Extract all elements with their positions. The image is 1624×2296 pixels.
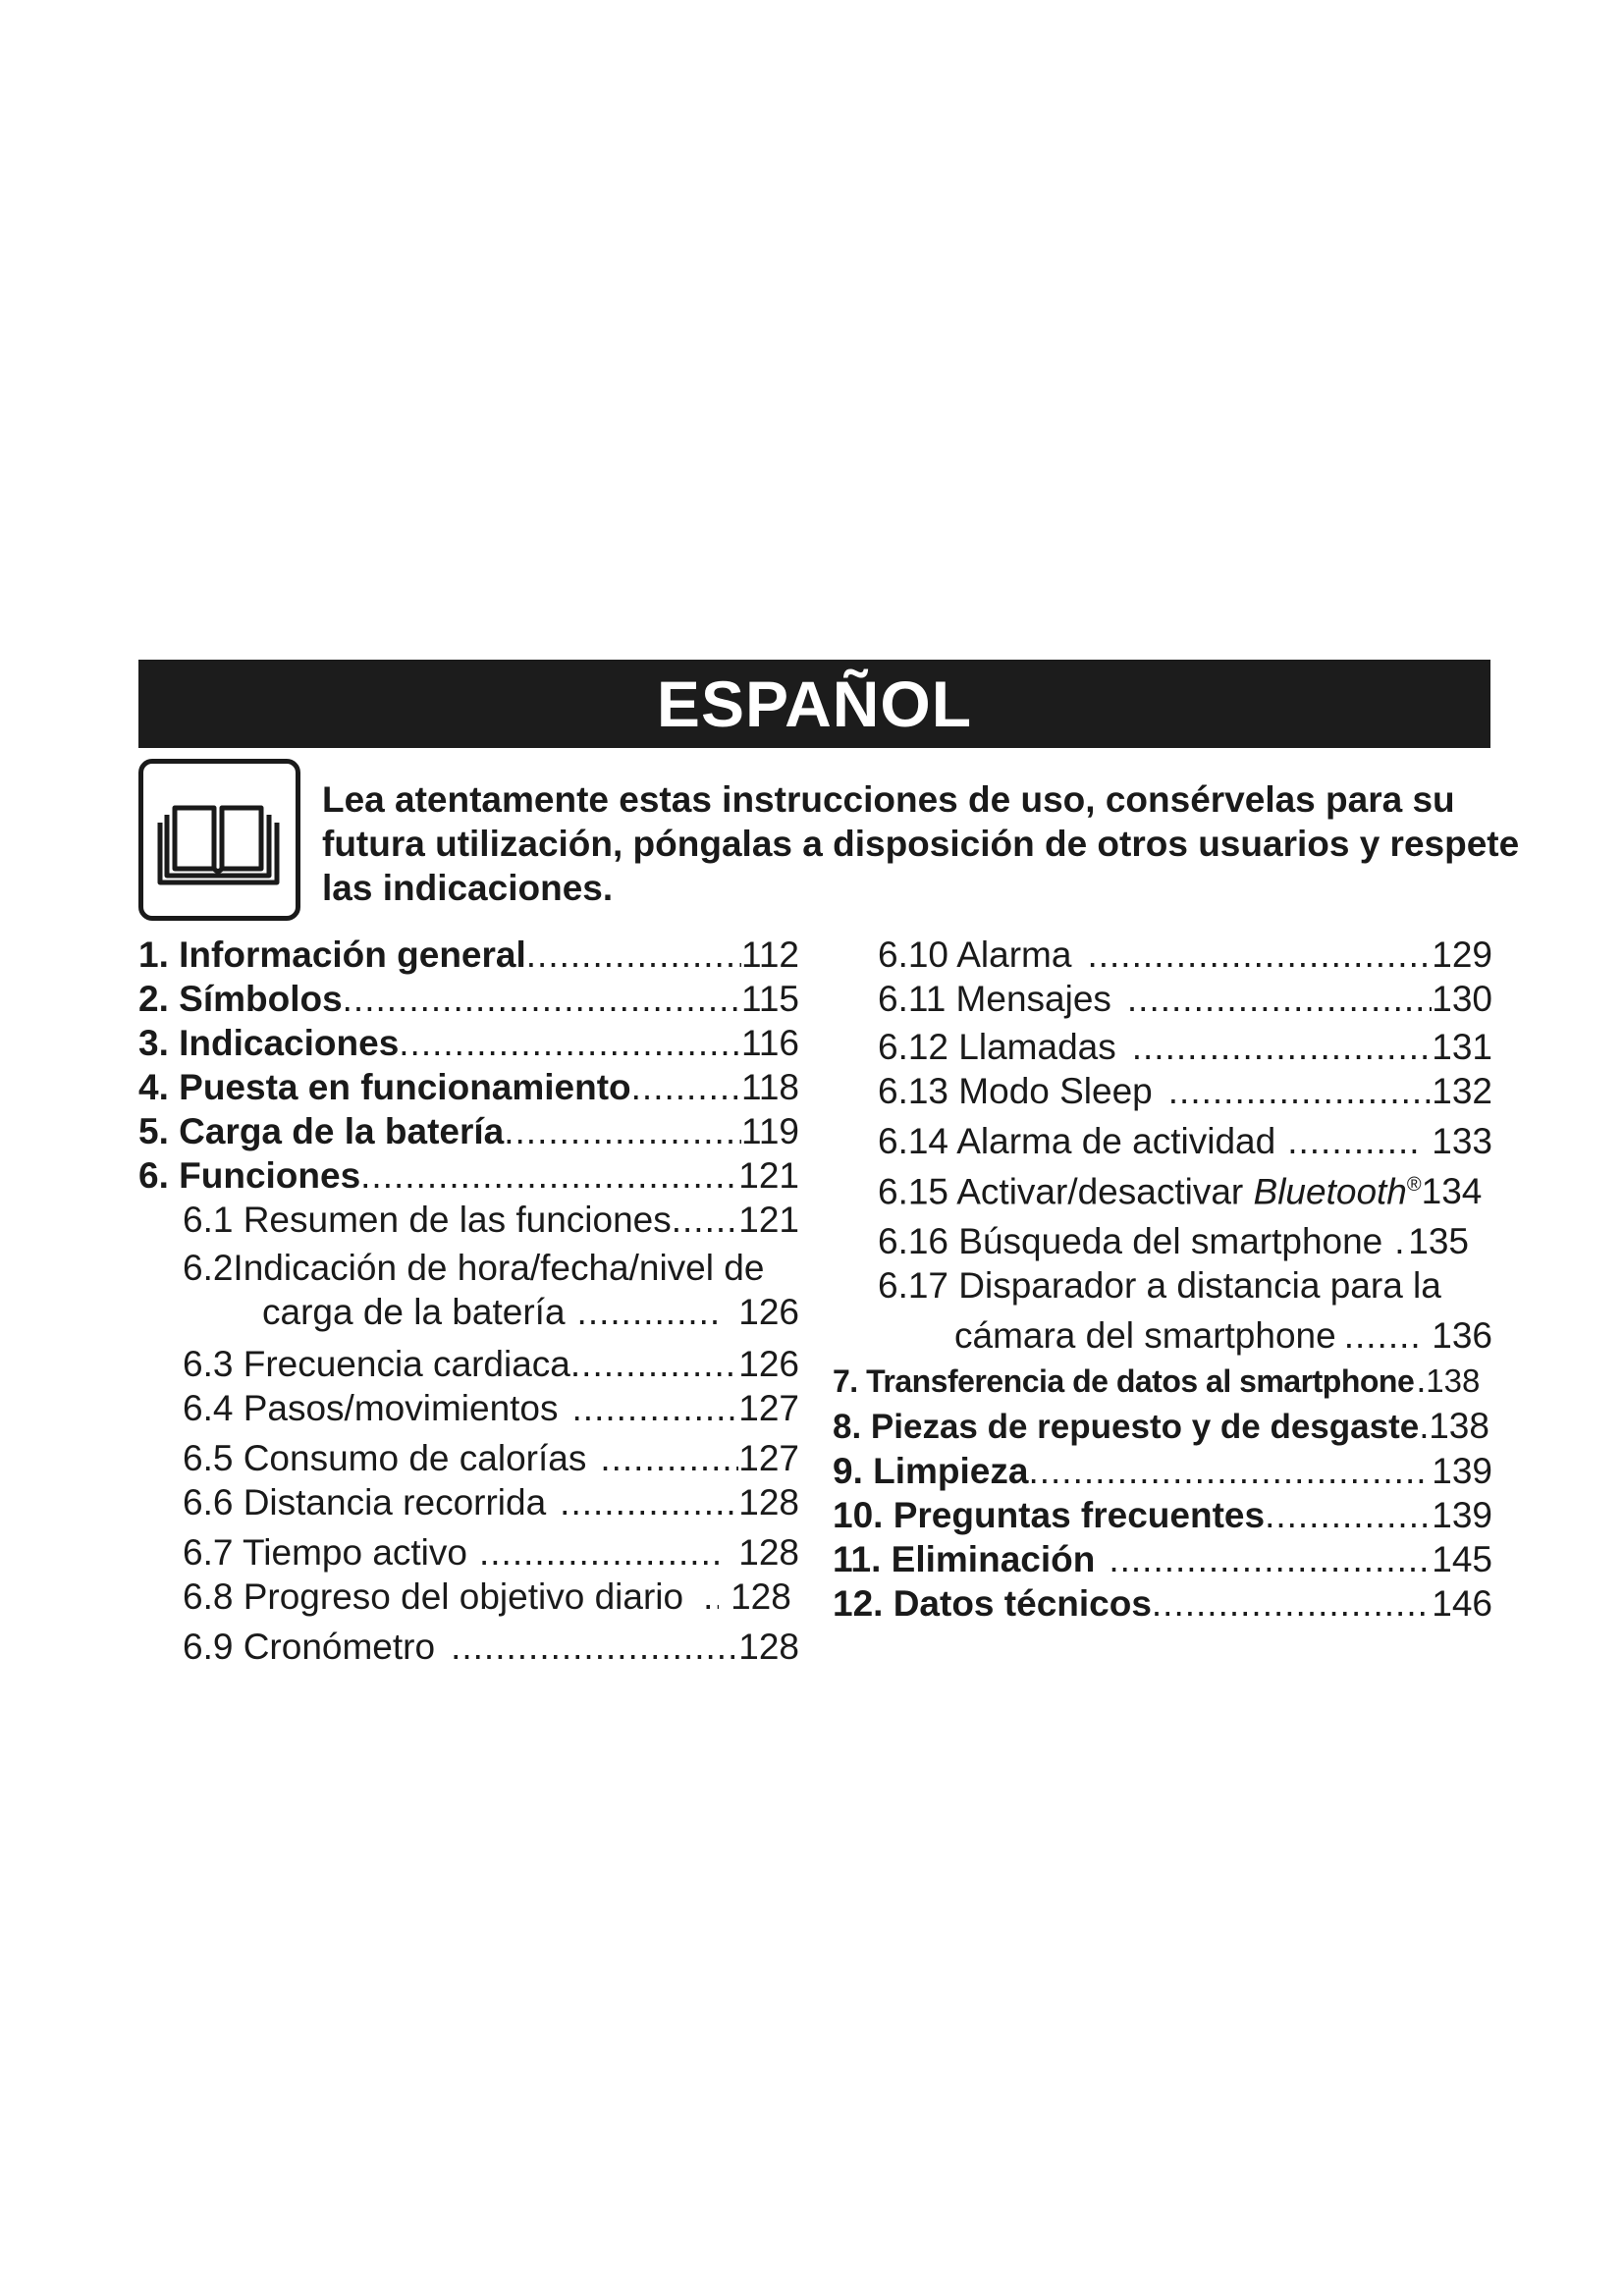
toc-entry-limpieza[interactable]	[833, 1449, 1492, 1493]
toc-entry-label: 8. Piezas de repuesto y de desgaste	[833, 1408, 1420, 1447]
intro-line: Lea atentamente estas instrucciones de uso, consérvelas para su	[322, 779, 1455, 820]
toc-entry-page: 146	[1432, 1583, 1492, 1625]
toc-entry-page: 135	[1408, 1221, 1469, 1262]
toc-entry-bluetooth[interactable]	[833, 1163, 1492, 1213]
toc-entry-llamadas[interactable]	[833, 1025, 1492, 1069]
toc-leader	[1344, 1313, 1423, 1358]
toc-entry-page: 126	[738, 1344, 799, 1384]
toc-leader	[399, 1021, 741, 1065]
toc-entry-label: 6.5 Consumo de calorías	[183, 1438, 587, 1478]
toc-entry-page: 128	[738, 1532, 799, 1573]
toc-entry-label: 6.14 Alarma de actividad	[878, 1121, 1276, 1161]
toc-entry-mensajes[interactable]	[833, 977, 1492, 1021]
toc-leader	[360, 1153, 738, 1198]
toc-entry-label: 12. Datos técnicos	[833, 1583, 1152, 1625]
toc-entry-piezas-repuesto[interactable]	[833, 1404, 1492, 1449]
toc-entry-page: 136	[1432, 1315, 1492, 1357]
toc-entry-label: 6.16 Búsqueda del smartphone	[878, 1221, 1383, 1262]
toc-entry-consumo-calorias[interactable]	[138, 1436, 799, 1480]
toc-entry-camara-smartphone[interactable]	[833, 1313, 1492, 1358]
toc-entry-label: 3. Indicaciones	[138, 1023, 400, 1063]
toc-entry-page: 139	[1432, 1451, 1492, 1492]
toc-entry-label: 10. Preguntas frecuentes	[833, 1495, 1266, 1536]
toc-leader	[1087, 933, 1432, 977]
toc-entry-page: 128	[738, 1482, 799, 1522]
toc-entry-label: 6.12 Llamadas	[878, 1027, 1116, 1067]
toc-entry-page: 112	[741, 934, 799, 975]
toc-leader	[1416, 1358, 1426, 1402]
toc-entry-page: 132	[1432, 1071, 1492, 1111]
toc-entry-label: 6. Funciones	[138, 1155, 361, 1196]
toc-entry-page: 133	[1432, 1121, 1492, 1161]
toc-entry-page: 127	[738, 1388, 799, 1428]
toc-entry-alarma[interactable]	[833, 933, 1492, 977]
toc-entry-label: 7. Transferencia de datos al smartphone	[833, 1363, 1415, 1400]
toc-entry-label: 6.7 Tiempo activo	[183, 1532, 467, 1573]
toc-leader	[1028, 1449, 1424, 1493]
toc-entry-page: 129	[1432, 934, 1492, 975]
toc-entry-pasos-movimientos[interactable]	[138, 1386, 799, 1430]
intro-line: futura utilización, póngalas a disposición de otros usuarios y respete	[322, 824, 1520, 864]
toc-leader	[1265, 1493, 1432, 1537]
toc-entry-page: 138	[1426, 1362, 1481, 1400]
toc-entry-page: 121	[738, 1155, 799, 1196]
toc-leader	[451, 1625, 738, 1669]
toc-entry-label: 2. Símbolos	[138, 979, 343, 1019]
toc-entry-page: 127	[738, 1438, 799, 1478]
toc-entry-eliminacion[interactable]	[833, 1537, 1492, 1581]
toc-leader	[672, 1198, 739, 1242]
banner-title: ESPAÑOL	[656, 667, 973, 740]
toc-entry-informacion-general[interactable]	[138, 933, 799, 977]
toc-leader	[1127, 977, 1432, 1021]
toc-entry-page: 115	[741, 979, 799, 1019]
toc-entry-page: 128	[731, 1576, 791, 1617]
toc-entry-label: 9. Limpieza	[833, 1451, 1029, 1492]
toc-leader	[570, 1342, 738, 1386]
toc-entry-label: 6.8 Progreso del objetivo diario	[183, 1576, 684, 1617]
toc-entry-page: 131	[1432, 1027, 1492, 1067]
toc-entry-indicaciones[interactable]	[138, 1021, 799, 1065]
toc-entry-carga-bateria[interactable]	[138, 1109, 799, 1153]
toc-entry-page: 121	[738, 1200, 799, 1240]
toc-entry-preguntas-frecuentes[interactable]	[833, 1493, 1492, 1537]
toc-entry-modo-sleep[interactable]	[833, 1069, 1492, 1113]
intro-line: las indicaciones.	[322, 868, 614, 908]
toc-entry-label: 11. Eliminación	[833, 1539, 1096, 1580]
toc-entry-page: 130	[1432, 979, 1492, 1019]
toc-leader	[560, 1480, 738, 1524]
toc-entry-label: 6.4 Pasos/movimientos	[183, 1388, 559, 1428]
toc-entry-simbolos[interactable]	[138, 977, 799, 1021]
toc-entry-label: 4. Puesta en funcionamiento	[138, 1067, 631, 1107]
toc-leader	[1419, 1404, 1429, 1448]
toc-entry-transferencia-datos[interactable]	[833, 1358, 1492, 1404]
toc-entry-page: 119	[741, 1111, 799, 1151]
toc-entry-datos-tecnicos[interactable]	[833, 1581, 1492, 1626]
bluetooth-label: Bluetooth	[1253, 1171, 1407, 1212]
toc-entry-funciones[interactable]	[138, 1153, 799, 1198]
toc-entry-disparador[interactable]: 6.17 Disparador a distancia para la	[878, 1265, 1441, 1307]
toc-leader	[572, 1386, 739, 1430]
toc-entry-label: 6.13 Modo Sleep	[878, 1071, 1153, 1111]
toc-leader	[1152, 1581, 1432, 1626]
language-banner	[138, 660, 1490, 748]
toc-entry-label	[878, 1163, 1422, 1213]
toc-leader	[504, 1109, 741, 1153]
toc-entry-label: carga de la batería	[262, 1292, 566, 1332]
toc-leader	[703, 1575, 719, 1619]
toc-leader	[600, 1436, 738, 1480]
toc-entry-page: 126	[738, 1292, 799, 1332]
toc-leader	[343, 977, 741, 1021]
toc-entry-carga-bateria-cont[interactable]	[138, 1290, 799, 1334]
toc-leader	[526, 933, 741, 977]
toc-entry-tiempo-activo[interactable]	[138, 1530, 799, 1575]
toc-entry-label: 1. Información general	[138, 934, 526, 975]
book-icon	[138, 759, 300, 921]
toc-leader	[1109, 1537, 1432, 1581]
toc-leader	[479, 1530, 725, 1575]
toc-entry-distancia-recorrida[interactable]	[138, 1480, 799, 1524]
toc-entry-page: 134	[1421, 1171, 1483, 1212]
toc-entry-label: cámara del smartphone	[954, 1315, 1336, 1357]
toc-entry-alarma-actividad[interactable]	[833, 1119, 1492, 1163]
toc-entry-page: 139	[1432, 1495, 1492, 1536]
toc-entry-label: 6.11 Mensajes	[878, 979, 1111, 1019]
intro-text	[322, 777, 1520, 910]
toc-entry-page: 128	[738, 1627, 799, 1667]
registered-mark: ®	[1406, 1174, 1422, 1196]
toc-entry-label: 6.3 Frecuencia cardiaca	[183, 1344, 570, 1384]
toc-leader	[631, 1065, 741, 1109]
toc-entry-progreso-objetivo[interactable]	[138, 1575, 799, 1619]
toc-entry-label: 6.10 Alarma	[878, 934, 1072, 975]
toc-entry-page: 138	[1429, 1406, 1489, 1447]
toc-entry-label: 6.1 Resumen de las funciones	[183, 1200, 672, 1240]
toc-entry-label: 6.9 Cronómetro	[183, 1627, 436, 1667]
toc-leader	[1132, 1025, 1433, 1069]
toc-right-column	[833, 933, 1492, 1626]
toc-entry-resumen-funciones[interactable]	[138, 1198, 799, 1242]
toc-entry-page: 116	[741, 1023, 799, 1063]
toc-leader	[1168, 1069, 1433, 1113]
toc-entry-label-text: 6.15 Activar/desactivar	[878, 1171, 1254, 1212]
toc-leader	[1287, 1119, 1420, 1163]
toc-entry-page: 118	[741, 1067, 799, 1107]
toc-entry-puesta-en-funcionamiento[interactable]	[138, 1065, 799, 1109]
toc-entry-busqueda-smartphone[interactable]	[833, 1219, 1492, 1263]
toc-entry-cronometro[interactable]	[138, 1625, 799, 1669]
toc-leader	[577, 1290, 720, 1334]
toc-entry-frecuencia-cardiaca[interactable]	[138, 1342, 799, 1386]
toc-entry-label: 6.6 Distancia recorrida	[183, 1482, 547, 1522]
toc-entry-page: 145	[1432, 1539, 1492, 1580]
toc-left-column	[138, 933, 799, 1669]
toc-entry-indicacion-hora[interactable]: 6.2Indicación de hora/fecha/nivel de	[183, 1248, 765, 1288]
toc-entry-label: 5. Carga de la batería	[138, 1111, 505, 1151]
toc-leader	[1394, 1219, 1408, 1263]
